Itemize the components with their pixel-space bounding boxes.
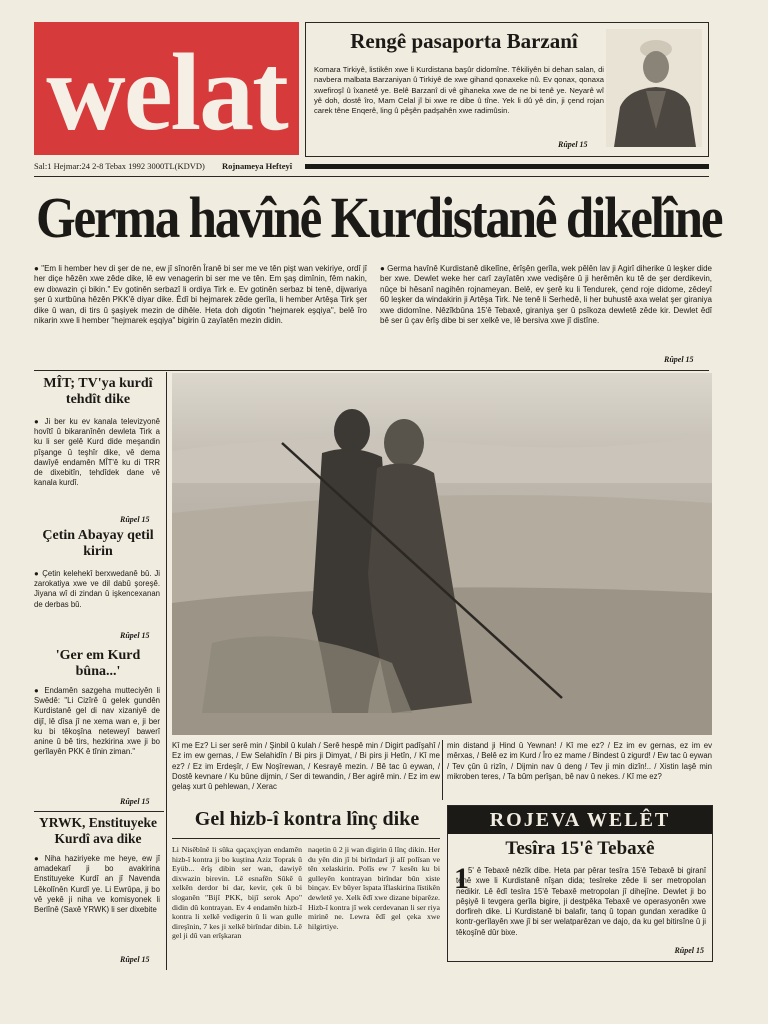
- poem-divider: [442, 740, 443, 800]
- hizb-title: Gel hizb-î kontra lînç dike: [194, 808, 420, 830]
- sidebar-3-ref: Rûpel 15: [120, 797, 150, 806]
- sidebar-3-title: 'Ger em Kurd bûna...': [55, 648, 141, 679]
- lead-left: ● "Em li hember hev di şer de ne, ew jî sînorên Îranê bi ser me ve tên pişt wan vekiriye, ordî jî her diçe hêzên xwe zêde dike, lê ew venagerin bi ser me ve tên. Em şaş dimînin, fêm nakin, ew dixwazin çi bikin." Ev gotinên serbazî li ordiya Tirk e. Ev gotinên serbaz bi tenê, dijwariya şer û xurtbûna hêzên PKK'ê diyar dike. Êdî bi hejmarek zêde gerîla, li hember Artêşa Tirk şer dike û wan, di tirs û şaşiyek mezin de dihêle. Heta doh digotin "hejmarek eşqiya", belê îro nikarin xwe li hember "hejmarek eşqiya" bigirin û zayîatên mezin didin.: [34, 264, 367, 326]
- headline-underline: [34, 370, 709, 371]
- sidebar-rule: [34, 811, 164, 812]
- sidebar-1-ref: Rûpel 15: [120, 515, 150, 524]
- rojeva-banner: ROJEVA WELÊT: [448, 806, 712, 834]
- hizb-col-2: naqetin û 2 ji wan digirin û lînç dikin. Her du yên din jî bi birîndarî ji alî polîsan ve tên xelaskirin. Polîs ew 7 kesên ku bi gulleyên kontrayan birîndar bûn xiste binçav. Ev bûyer îspata îflaskirina lîstikên dewletê ye. Xelk êdî xwe dizane biparêze. Hizb-î kontra jî wek cerdevanan li ser riya mirinê ne. Lewra êdî gel çeka xwe hilgirtiye.: [308, 845, 440, 931]
- top-story-ref: Rûpel 15: [558, 140, 588, 149]
- masthead-underline: [34, 176, 709, 177]
- poem-col-1: Kî me Ez? Li ser serê min / Şinbil û kulah / Serê hespê min / Digirt padîşahî / Ez im ew gernas, / Ew Selahidîn / Bi pirs ji Dimyat, / Bi pirs ji Hetîn, / Kî me ez? / Ez im Erdeşîr, / Ew Noşîrewan, / Kesrayê mezin. / Bê tac û eywan, / Dostê kevnare / Ku bûne dijmin, / Ser di tewandin, / Ber agirê min. / Ez im ew gelaş xurt û pehlewan, / Xerac: [172, 741, 440, 792]
- sidebar-4-text: Niha haziriyeke me heye, ew jî amadekarî ji bo avakirina Enstituyeke Kurdî an jî Navenda Lêkolînên Kurdî ye. Li Ewrûpa, ji bo vê yekê ji niha ve komisyonek li Berlînê (Saxê YRWK) li ser dixebite: [34, 854, 160, 915]
- sidebar-1-body: ● Ji ber ku ev kanala televizyonê hovîtî û bikaranînên dewleta Tirk a ku li ser gelê Kurd dide meşandin pîşange û teşhîr dike, vê dema dawîyê endamên MÎT'ê ku di TRR de dixebitîn, tehdîdek dane vê kanala kurdî.: [34, 417, 160, 488]
- top-story-body: Komara Tirkiyê, listikên xwe li Kurdistana başûr didomîne. Têkiliyên bi dehan salan, di navbera malbata Barzaniyan û Tirkiyê de xwe gihand qonaxeke nû. Ev qonax, qonaxa xwefiroşî û îxanetê ye. Belê Barzanî di vê gihaneka xwe de ne bi tenê ye. Neyarê wî yê doh, dostê îro, Mam Celal jî bi xwe re dibe û tîne. Yek li dû yê din, ji çend rojan carek têne Enqerê, ling û pêşên padşahên xwe radimûsin.: [314, 65, 604, 116]
- sidebar-3-body: ● Endamên sazgeha mutteciyên li Swêdê: "Li Cizîrê û gelek gundên Kurdistanê gel di nav xizaniyê de dijî, lê dîsa jî ne xema wan e, ji ber ku bi têkoşîna neteweyî bawerî anine û bê tirs, hezkirina xwe ji bo gerîlayên PKK ê tînin ziman.": [34, 686, 160, 757]
- sidebar-1-text: Ji ber ku ev kanala televizyonê hovîtî û bikaranînên dewleta Tirk a ku li ser gelê Kurd dide meşandin pîşange û teşhîr dike, vê dema dawîyê endamên MÎT'ê ku di TRR de dixebitîn, tehdîdek dane vê kanala kurdî.: [34, 417, 160, 488]
- barzani-photo: [606, 29, 702, 147]
- lead-right: ● Germa havînê Kurdistanê dikelîne, êrîşên gerîla, wek pêlên lav ji Agirî diherike û leşker dide ber xwe. Dewlet weke her carî zayîatên xwe vedişêre û ji herêmên ku tê de şer derdikevin, nûçe bi hêsanî nagihên rojnameyan. Belê, ev şerê ku li Tendurek, çend roje didome, zêdeyî 60 leşker da windakirin ji Artêşa Tirk. Ne tenê li Serhedê, li her buhustê axa welat şer giraniya xwe didomîne. Nêzîkbûna 15'ê Tebaxê, giraniya şer û psîkoza dewletê zêde kir. Dewlet êdî bê ser û çav êrîş dibe bi ser xelkê ve, lê bersiva xwe jî distîne.: [380, 264, 712, 326]
- rojeva-title: Tesîra 15'ê Tebaxê: [505, 838, 655, 859]
- sidebar-4-ref: Rûpel 15: [120, 955, 150, 964]
- page-headline: Germa havînê Kurdistanê dikelîne: [36, 185, 722, 250]
- sidebar-divider: [166, 372, 167, 970]
- poem-col-2: min distand ji Hind û Yewnan! / Kî me ez? / Ez im ev gernas, ez im ev mêrxas, / Belê ez im Kurd / Îro ez mame / Bindest û zigurd! / Ew tac û eywan / Tev çûn û rizîn, / Dijmin nav û deng / Tev ji min dizîn!.. / Xistin laşê min mikroben teres, / Ta bûm perîşan, bê nav û nekes. / Kî me ez?: [447, 741, 712, 781]
- lead-ref: Rûpel 15: [664, 355, 694, 364]
- issue-info: Sal:1 Hejmar:24 2-8 Tebax 1992 3000TL(KDVD): [34, 161, 205, 171]
- sidebar-2-title: Çetin Abayay qetil kirin: [42, 528, 154, 559]
- lead-left-text: "Em li hember hev di şer de ne, ew jî sînorên Îranê bi ser me ve tên pişt wan vekiriye, ordî jî her diçe hêzên xwe zêde dike, lê ew venagerin bi ser me ve tên. Em şaş dimînin, fêm nakin, ew dixwazin çi bikin." Ev gotinên serbazî li ordiya Tirk e. Ev gotinên serbaz bi tenê, dijwariya şer û xurtbûna hêzên PKK'ê diyar dike. Êdî bi hejmarek zêde gerîla, li hember Artêşa Tirk şer dike û wan, di tirs û şaşiyek mezin de dihêle. Heta doh digotin "hejmarek eşqiya", belê îro nikarin xwe li hember "hejmarek eşqiya" bigirin û zayîatên mezin didin.: [34, 264, 367, 326]
- sidebar-2-ref: Rûpel 15: [120, 631, 150, 640]
- rojeva-body: 5' ê Tebaxê nêzîk dibe. Heta par pêrar tesîra 15'ê Tebaxê bi giranî tenê xwe li Kurdistanê nîşan dida; tesîreke zêde li ser metropolan nedikir. Lê êdî tesîra 15'ê Tebaxê metropolan jî dihejîne. Dewlet ji bo pêşiyê li tevgera gerîla bigire, ji destpêka Tebaxê ve operasyonên xwe dorfireh dike. Li Kurdistanê bi balafir, tanq û topan gundan xeradike û kontr-gerîlayên xwe jî bi ser welatparêzan ve dajo, da ku gel bitirsîne û ji têkoşînê dûr bixe.: [456, 866, 706, 937]
- masthead-logo: welat: [46, 31, 287, 153]
- masthead-logo-box: [34, 22, 299, 155]
- sidebar-4-title: YRWK, Enstituyeke Kurdî ava dike: [38, 815, 158, 846]
- sidebar-4-body: ● Niha haziriyeke me heye, ew jî amadekarî ji bo avakirina Enstituyeke Kurdî an jî Navenda Lêkolînên Kurdî ye. Li Ewrûpa, ji bo vê yekê ji niha ve komisyonek li Berlînê (Saxê YRWK) li ser dixebite: [34, 854, 160, 915]
- sidebar-2-body: ● Çetin kelehekî berxwedanê bû. Ji zarokatiya xwe ve dil dabû şoreşê. Jiyana wî di zindan û işkencexanan de derbas bû.: [34, 569, 160, 609]
- top-story-title: Rengê pasaporta Barzanî: [350, 29, 578, 53]
- top-story-box: [305, 22, 709, 157]
- sidebar-3-text: Endamên sazgeha mutteciyên li Swêdê: "Li Cizîrê û gelek gundên Kurdistanê gel di nav xizaniyê de dijî, lê dîsa jî ne xema wan e, ji ber ku bi têkoşîna neteweyî bawerî anine û bê tirs, hezkirina xwe ji bo gerîlayên PKK ê tînin ziman.": [34, 686, 160, 757]
- rojeva-box: [447, 805, 713, 962]
- lead-right-text: Germa havînê Kurdistanê dikelîne, êrîşên gerîla, wek pêlên lav ji Agirî diherike û leşker dide ber xwe. Dewlet weke her carî zayîatên xwe vedişêre û ji herêmên ku tê de şer derdikevin, nûçe bi hêsanî nagihên rojnameyan. Belê, ev şerê ku li Tendurek, çend roje didome, zêdeyî 60 leşker da windakirin ji Artêşa Tirk. Ne tenê li Serhedê, li her buhustê axa welat şer giraniya xwe didomîne. Nêzîkbûna 15'ê Tebaxê, giraniya şer û psîkoza dewletê zêde kir. Dewlet êdî bê ser û çav êrîş dibe bi ser xelkê ve, lê bersiva xwe jî distîne.: [380, 264, 712, 326]
- rojeva-ref: Rûpel 15: [674, 946, 704, 955]
- hizb-col-1: Li Nisêbînê li sûka qaçaxçiyan endamên hizb-î kontra ji bo kuştina Aziz Toprak û Eyüb... êrîş dibin ser wan, dawiyê dixwazin birevin. Lê esnafên Sûkê û xelkên derdor bi dar, kevir, çek û bi sloganên "Bijî PKK, bijî serok Apo" didin dû kontrayan. Ev 4 endamên hizb-î kontra li xelkê vedigerin û li wan gulle direşînin, 7 kes ji xelkê birîndar dibin. Lê gel ji dû van erîşkaran: [172, 845, 302, 941]
- hizb-rule: [172, 838, 440, 839]
- sidebar-1-title: MÎT; TV'ya kurdî tehdît dike: [43, 376, 153, 407]
- masthead-tagline: Rojnameya Hefteyî: [222, 161, 293, 171]
- main-photo: [172, 373, 712, 735]
- rojeva-dropcap: 1: [454, 862, 469, 895]
- masthead-rule: [305, 164, 709, 169]
- sidebar-2-text: Çetin kelehekî berxwedanê bû. Ji zarokatiya xwe ve dil dabû şoreşê. Jiyana wî di zindan û işkencexanan de derbas bû.: [34, 569, 160, 609]
